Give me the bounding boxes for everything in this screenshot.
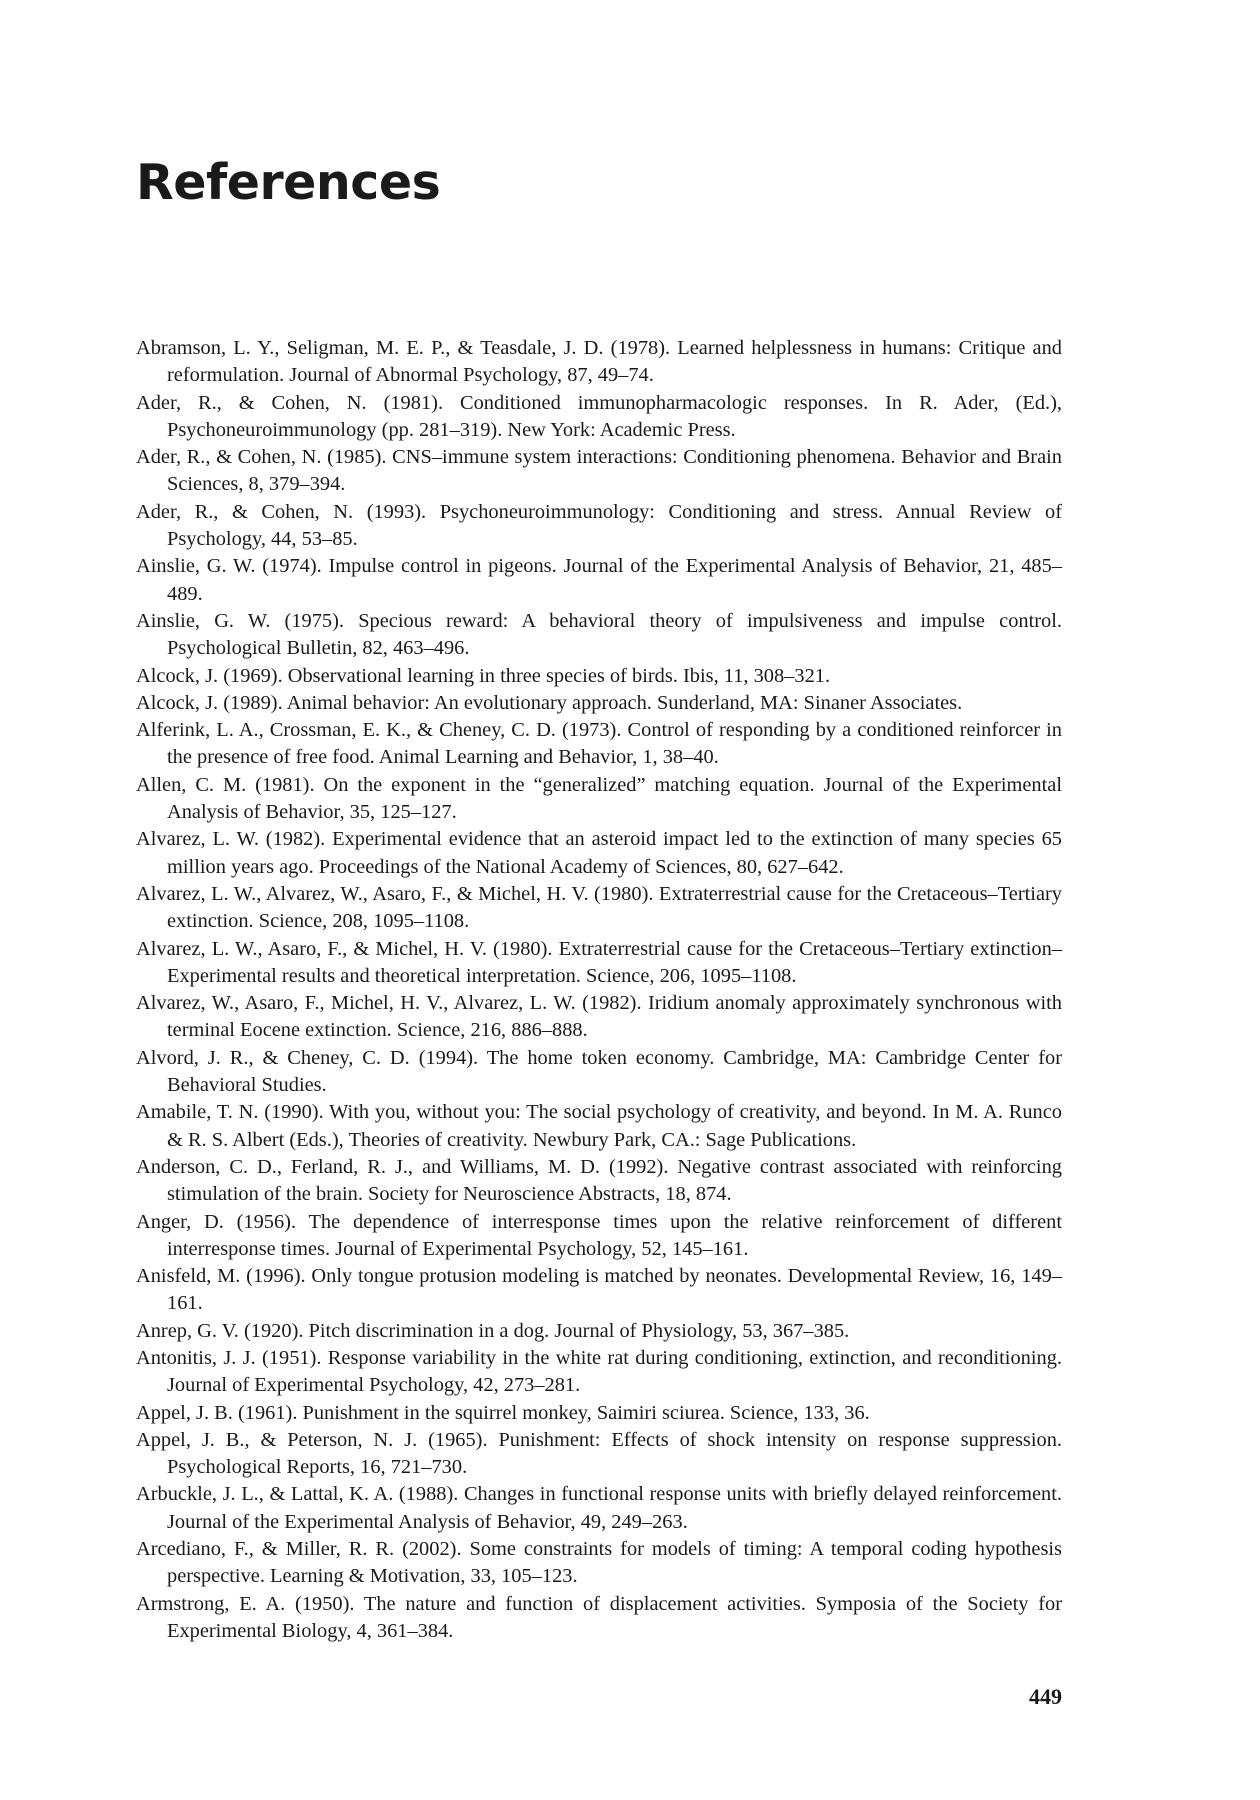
reference-entry: Anderson, C. D., Ferland, R. J., and Williams, M. D. (1992). Negative contrast associated with reinforcing stimulation of the brain. Society for Neuroscience Abstracts, 18, 874. — [136, 1155, 1062, 1206]
reference-entry: Alvord, J. R., & Cheney, C. D. (1994). The home token economy. Cambridge, MA: Cambridge Center for Behavioral Studies. — [136, 1046, 1062, 1097]
reference-entry: Abramson, L. Y., Seligman, M. E. P., & Teasdale, J. D. (1978). Learned helplessness in humans: Critique and reformulation. Journal of Abnormal Psychology, 87, 49–74. — [136, 337, 1062, 387]
reference-entry: Anger, D. (1956). The dependence of interresponse times upon the relative reinforcement of different interresponse times. Journal of Experimental Psychology, 52, 145–161. — [136, 1210, 1062, 1260]
reference-entry: Ader, R., & Cohen, N. (1985). CNS–immune system interactions: Conditioning phenomena. Behavior and Brain Sciences, 8, 379–394. — [136, 446, 1062, 496]
reference-entry: Alvarez, L. W., Asaro, F., & Michel, H. V. (1980). Extraterrestrial cause for the Cretaceous–Tertiary extinction–Experimental results and theoretical interpretation. Science, 206, 1095–1108. — [136, 937, 1062, 987]
reference-entry: Antonitis, J. J. (1951). Response variability in the white rat during conditioning, extinction, and reconditioning. Journal of Experimental Psychology, 42, 273–281. — [136, 1346, 1062, 1397]
reference-entry: Armstrong, E. A. (1950). The nature and function of displacement activities. Symposia of the Society for Experimental Biology, 4, 361–384. — [136, 1592, 1062, 1642]
page-title: References — [136, 154, 441, 211]
reference-entry: Alvarez, W., Asaro, F., Michel, H. V., Alvarez, L. W. (1982). Iridium anomaly approximately synchronous with terminal Eocene extinction. Science, 216, 886–888. — [136, 992, 1062, 1042]
reference-entry: Alcock, J. (1989). Animal behavior: An evolutionary approach. Sunderland, MA: Sinaner Associates. — [136, 691, 963, 714]
reference-entry: Alvarez, L. W., Alvarez, W., Asaro, F., & Michel, H. V. (1980). Extraterrestrial cause for the Cretaceous–Tertiary extinction. Science, 208, 1095–1108. — [136, 882, 1062, 933]
reference-entry: Alferink, L. A., Crossman, E. K., & Cheney, C. D. (1973). Control of responding by a conditioned reinforcer in the presence of free food. Animal Learning and Behavior, 1, 38–40. — [136, 719, 1062, 769]
reference-entry: Appel, J. B. (1961). Punishment in the squirrel monkey, Saimiri sciurea. Science, 133, 36. — [136, 1401, 870, 1424]
page-number: 449 — [1029, 1684, 1062, 1709]
reference-entry: Arcediano, F., & Miller, R. R. (2002). Some constraints for models of timing: A temporal coding hypothesis perspective. Learning & Motivation, 33, 105–123. — [136, 1538, 1062, 1588]
reference-entry: Alvarez, L. W. (1982). Experimental evidence that an asteroid impact led to the extinction of many species 65 million years ago. Proceedings of the National Academy of Sciences, 80, 627–642. — [136, 828, 1062, 878]
reference-entry: Ainslie, G. W. (1975). Specious reward: A behavioral theory of impulsiveness and impulse control. Psychological Bulletin, 82, 463–496. — [136, 609, 1062, 660]
reference-entry: Ader, R., & Cohen, N. (1993). Psychoneuroimmunology: Conditioning and stress. Annual Review of Psychology, 44, 53–85. — [136, 500, 1062, 551]
reference-list — [136, 335, 1062, 1645]
reference-entry: Alcock, J. (1969). Observational learning in three species of birds. Ibis, 11, 308–321. — [136, 664, 831, 687]
reference-entry: Ader, R., & Cohen, N. (1981). Conditioned immunopharmacologic responses. In R. Ader, (Ed.), Psychoneuroimmunology (pp. 281–319). New York: Academic Press. — [136, 391, 1062, 441]
reference-entry: Arbuckle, J. L., & Lattal, K. A. (1988). Changes in functional response units with briefly delayed reinforcement. Journal of the Experimental Analysis of Behavior, 49, 249–263. — [136, 1483, 1062, 1533]
reference-entry: Amabile, T. N. (1990). With you, without you: The social psychology of creativity, and beyond. In M. A. Runco & R. S. Albert (Eds.), Theories of creativity. Newbury Park, CA.: Sage Publications. — [136, 1101, 1062, 1151]
reference-entry: Anrep, G. V. (1920). Pitch discrimination in a dog. Journal of Physiology, 53, 367–385. — [136, 1319, 850, 1342]
reference-entry: Appel, J. B., & Peterson, N. J. (1965). Punishment: Effects of shock intensity on response suppression. Psychological Reports, 16, 721–730. — [136, 1428, 1062, 1479]
reference-entry: Allen, C. M. (1981). On the exponent in the “generalized” matching equation. Journal of the Experimental Analysis of Behavior, 35, 125–127. — [136, 773, 1062, 824]
reference-entry: Ainslie, G. W. (1974). Impulse control in pigeons. Journal of the Experimental Analysis of Behavior, 21, 485–489. — [136, 555, 1062, 605]
reference-entry: Anisfeld, M. (1996). Only tongue protusion modeling is matched by neonates. Developmental Review, 16, 149–161. — [136, 1265, 1062, 1315]
